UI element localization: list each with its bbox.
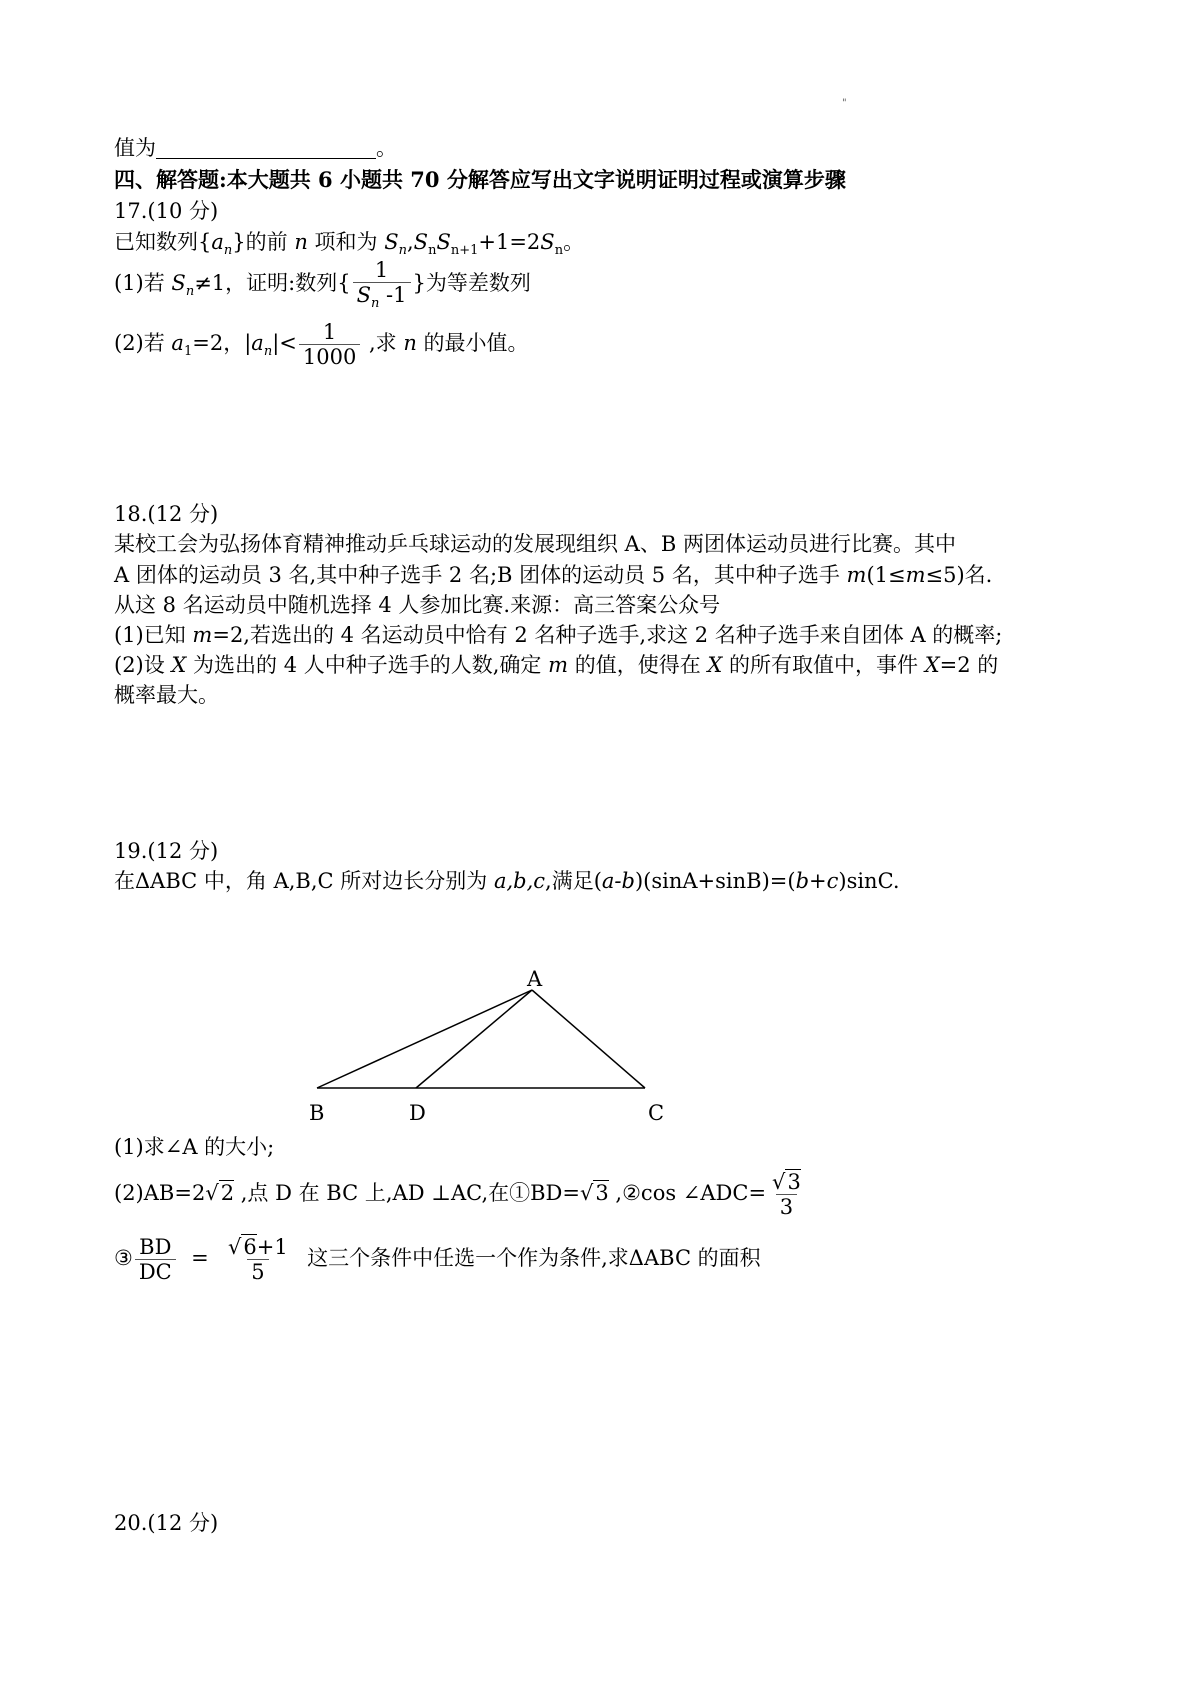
edge-AC (532, 990, 645, 1088)
fill-blank-prefix: 值为 (114, 136, 156, 160)
edge-AD (416, 990, 532, 1088)
q17-intro: 已知数列$\{a_n\}$的前 n 项和为 $S_n,S_nS_{n+1}+1=2S_n$。 (114, 230, 585, 258)
q17-fraction-2: $\frac{1}{1000}$ (299, 320, 360, 369)
q19-part3: ③ $\frac{BD}{DC}$ = $\frac{√6+1}{5}$ 这三个条件中任选一个作为条件,求ΔABC 的面积 (114, 1235, 761, 1284)
corner-mark: " (842, 98, 847, 109)
q18-line5: (2)设 X 为选出的 4 人中种子选手的人数,确定 m 的值，使得在 X 的所有取值中，事件 X=2 的 (114, 653, 999, 677)
q18-line4: (1)已知 m=2,若选出的 4 名运动员中恰有 2 名种子选手,求这 2 名种子选手来自团体 A 的概率; (114, 623, 1003, 647)
q19-ratio-fraction: $\frac{BD}{DC}$ (135, 1235, 176, 1284)
fill-blank-suffix: 。 (376, 136, 397, 160)
vertex-label-A: A (527, 967, 543, 991)
vertex-label-B: B (309, 1101, 325, 1125)
q19-value-fraction: $\frac{√6+1}{5}$ (228, 1235, 288, 1284)
edge-AB (317, 990, 532, 1088)
q18-header: 18.(12 分) (114, 502, 219, 526)
q17-part2: (2)若 $a_1=2$，$|a_n|<$ $\frac{1}{1000}$ ,求 n 的最小值。 (114, 320, 529, 369)
q19-part2: (2)AB=2√2 ,点 D 在 BC 上,AD ⊥AC,在①BD=√3 ,②cos ∠ADC= $\frac{√3}{3}$ (114, 1165, 807, 1221)
vertex-label-D: D (409, 1101, 426, 1125)
q18-line2: A 团体的运动员 3 名,其中种子选手 2 名;B 团体的运动员 5 名，其中种子选手 m(1≤m≤5)名. (114, 563, 993, 587)
q19-intro: 在ΔABC 中，角 A,B,C 所对边长分别为 a,b,c,满足(a-b)(sinA+sinB)=(b+c)sinC. (114, 869, 900, 893)
q18-line6: 概率最大。 (114, 683, 219, 707)
q18-line1: 某校工会为弘扬体育精神推动乒乓球运动的发展现组织 A、B 两团体运动员进行比赛。其中 (114, 532, 956, 556)
q20-header: 20.(12 分) (114, 1511, 219, 1535)
q17-fraction-1: $\frac{1}{S_n -1}$ (353, 258, 411, 311)
q19-cos-fraction: $\frac{√3}{3}$ (772, 1170, 801, 1219)
q19-part1: (1)求∠A 的大小; (114, 1135, 275, 1159)
q18-line3: 从这 8 名运动员中随机选择 4 人参加比赛.来源：高三答案公众号 (114, 593, 721, 617)
q19-header: 19.(12 分) (114, 839, 219, 863)
q17-header: 17.(10 分) (114, 199, 219, 223)
section-title: 四、解答题:本大题共 6 小题共 70 分解答应写出文字说明证明过程或演算步骤 (114, 167, 846, 192)
vertex-label-C: C (648, 1101, 665, 1125)
q17-part1: (1)若 $S_n\ne 1$，证明:数列{ $\frac{1}{S_n -1}$ }为等差数列 (114, 258, 531, 311)
